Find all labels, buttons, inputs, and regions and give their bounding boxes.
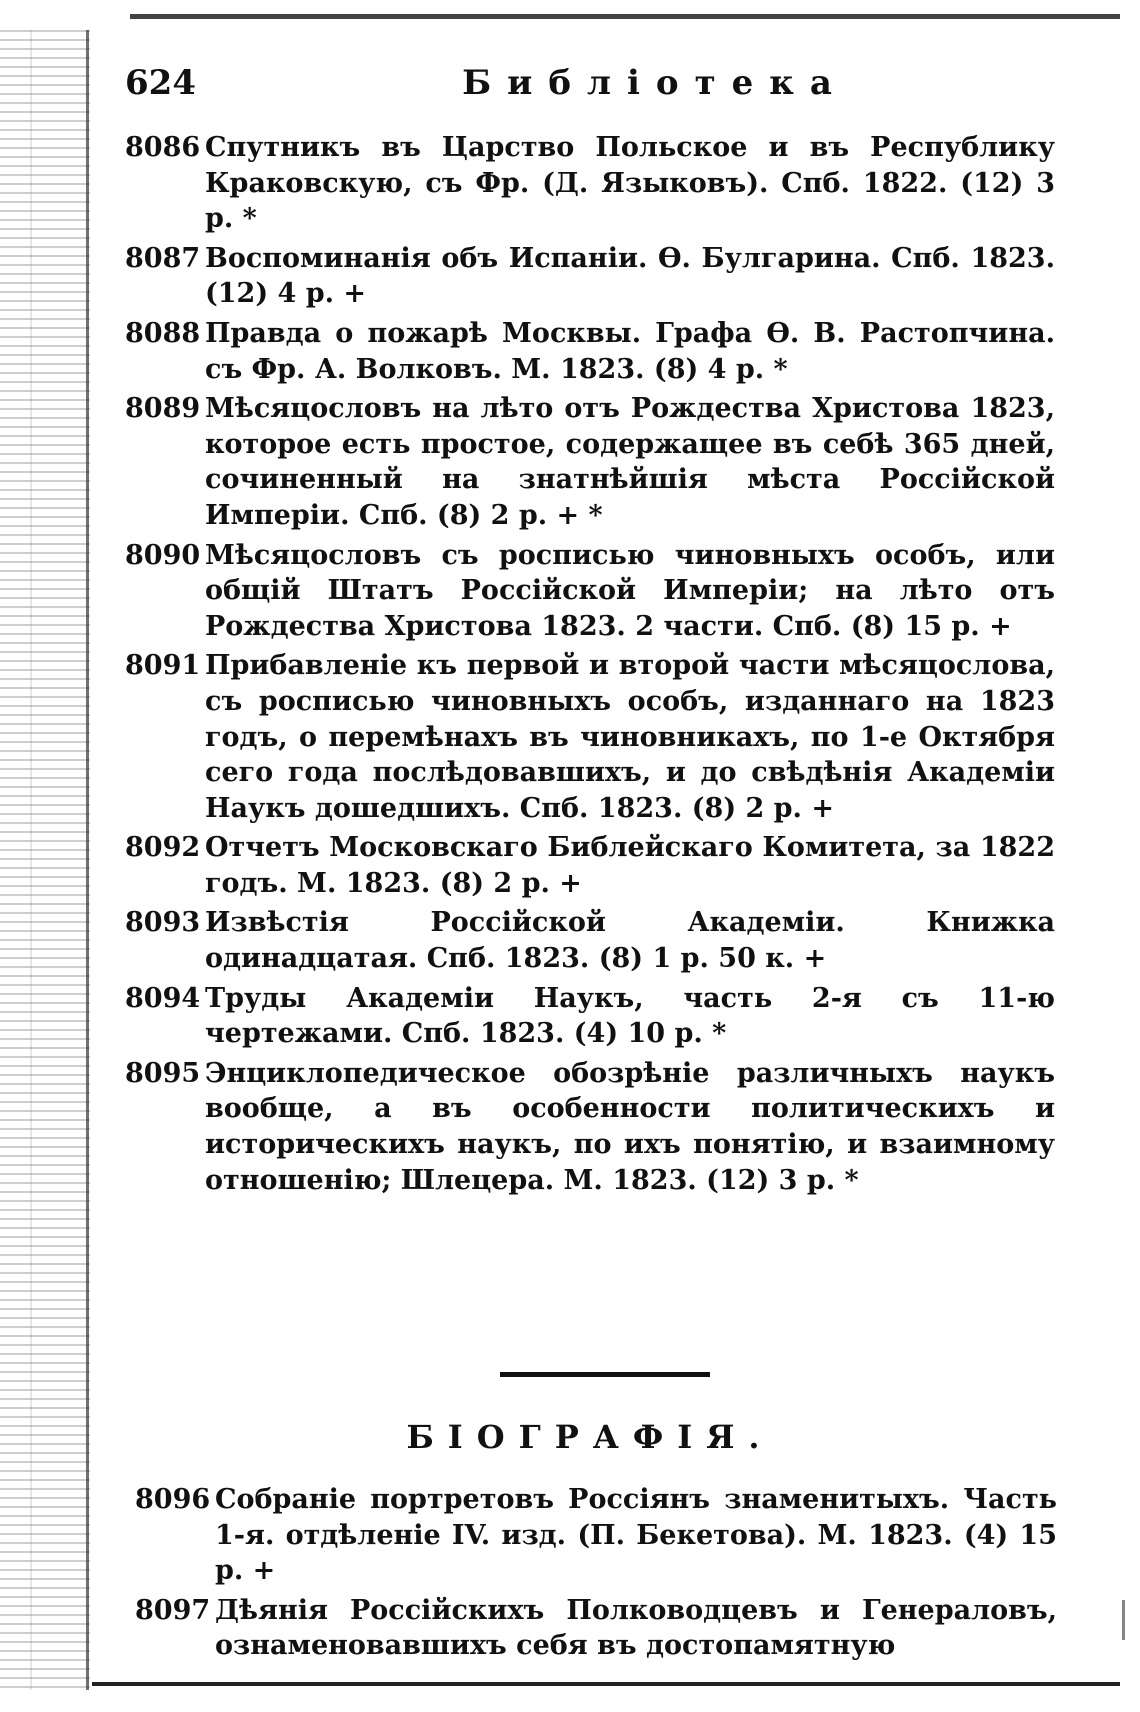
- catalog-entry: [125, 905, 1055, 976]
- catalog-entry: [135, 1482, 1057, 1589]
- entry-text: Извѣстія Россійской Академіи. Книжка одинадцатая. Спб. 1823. (8) 1 р. 50 к. +: [205, 907, 1055, 975]
- catalog-entry: [125, 981, 1055, 1052]
- entry-number: 8091: [125, 650, 201, 682]
- top-rule: [130, 14, 1120, 19]
- entry-number: 8088: [125, 317, 201, 349]
- entry-number: 8092: [125, 832, 201, 864]
- entry-text: Мѣсяцословъ съ росписью чиновныхъ особъ, или общій Штатъ Россійской Имперіи; на лѣто отъ Рождества Христова 1823. 2 части. Спб. (8) 15 р. +: [205, 539, 1055, 642]
- entry-text: Мѣсяцословъ на лѣто отъ Рождества Христова 1823, которое есть простое, содержащее въ себѣ 365 дней, сочиненный на знатнѣйшія мѣста Россійской Имперіи. Спб. (8) 2 р. + *: [205, 393, 1055, 531]
- entry-number: 8097: [135, 1594, 211, 1626]
- catalog-entry: [125, 830, 1055, 901]
- entry-number: 8095: [125, 1057, 201, 1089]
- catalog-entry: [125, 391, 1055, 533]
- page-number: 624: [125, 63, 196, 103]
- entry-text: Собраніе портретовъ Россіянъ знаменитыхъ. Часть 1-я. отдѣленіе IV. изд. (П. Бекетова). М. 1823. (4) 15 р. +: [215, 1484, 1057, 1587]
- page-header: [125, 58, 1045, 108]
- entry-number: 8086: [125, 132, 201, 163]
- catalog-entry: [135, 1593, 1057, 1664]
- entry-text: Дѣянія Россійскихъ Полководцевъ и Генераловъ, ознаменовавшихъ себя въ достопамятную: [215, 1594, 1057, 1662]
- entry-number: 8093: [125, 907, 201, 939]
- entry-text: Энциклопедическое обозрѣніе различныхъ наукъ вообще, а въ особенности политическихъ и историческихъ наукъ, по ихъ понятію, и взаимному отношенію; Шлецера. М. 1823. (12) 3 р. *: [205, 1057, 1055, 1196]
- catalog-entry: [125, 130, 1055, 237]
- entry-number: 8089: [125, 393, 201, 425]
- catalog-entry: [125, 241, 1055, 312]
- section-divider: [500, 1372, 710, 1377]
- entry-text: Спутникъ въ Царство Польское и въ Республику Краковскую, съ Фр. (Д. Языковъ). Спб. 1822. (12) 3 р. *: [205, 132, 1055, 235]
- entry-text: Прибавленіе къ первой и второй части мѣсяцослова, съ росписью чиновныхъ особъ, изданнаго на 1823 годъ, о перемѣнахъ въ чиновникахъ, по 1-е Октября сего года послѣдовавшихъ, и до свѣдѣнія Академіи Наукъ дошедшихъ. Спб. 1823. (8) 2 р. +: [205, 650, 1055, 824]
- catalog-entry: [125, 538, 1055, 645]
- catalog-entry: [125, 1056, 1055, 1198]
- running-title: Библіотека: [462, 63, 848, 103]
- entry-number: 8094: [125, 982, 201, 1014]
- catalog-entry: [125, 316, 1055, 387]
- entry-number: 8096: [135, 1484, 211, 1515]
- entry-text: Труды Академіи Наукъ, часть 2-я съ 11-ю чертежами. Спб. 1823. (4) 10 р. *: [205, 982, 1055, 1050]
- entry-number: 8090: [125, 539, 201, 571]
- entry-text: Отчетъ Московскаго Библейскаго Комитета, за 1822 годъ. М. 1823. (8) 2 р. +: [205, 832, 1055, 899]
- scan-edge-artifact: [0, 30, 90, 1690]
- catalog-entries: [125, 130, 1055, 1202]
- entry-text: Воспоминанія объ Испаніи. Ѳ. Булгарина. Спб. 1823. (12) 4 р. +: [205, 242, 1055, 310]
- section-title: БІОГРАФІЯ.: [406, 1418, 774, 1456]
- scan-mark: [1122, 1600, 1125, 1640]
- entry-number: 8087: [125, 242, 201, 274]
- entry-text: Правда о пожарѣ Москвы. Графа Ѳ. В. Растопчина. съ Фр. А. Волковъ. М. 1823. (8) 4 р. *: [205, 317, 1055, 385]
- bottom-rule: [92, 1682, 1120, 1686]
- catalog-entry: [125, 648, 1055, 826]
- biography-entries: [135, 1482, 1057, 1668]
- binding-line: [86, 30, 89, 1690]
